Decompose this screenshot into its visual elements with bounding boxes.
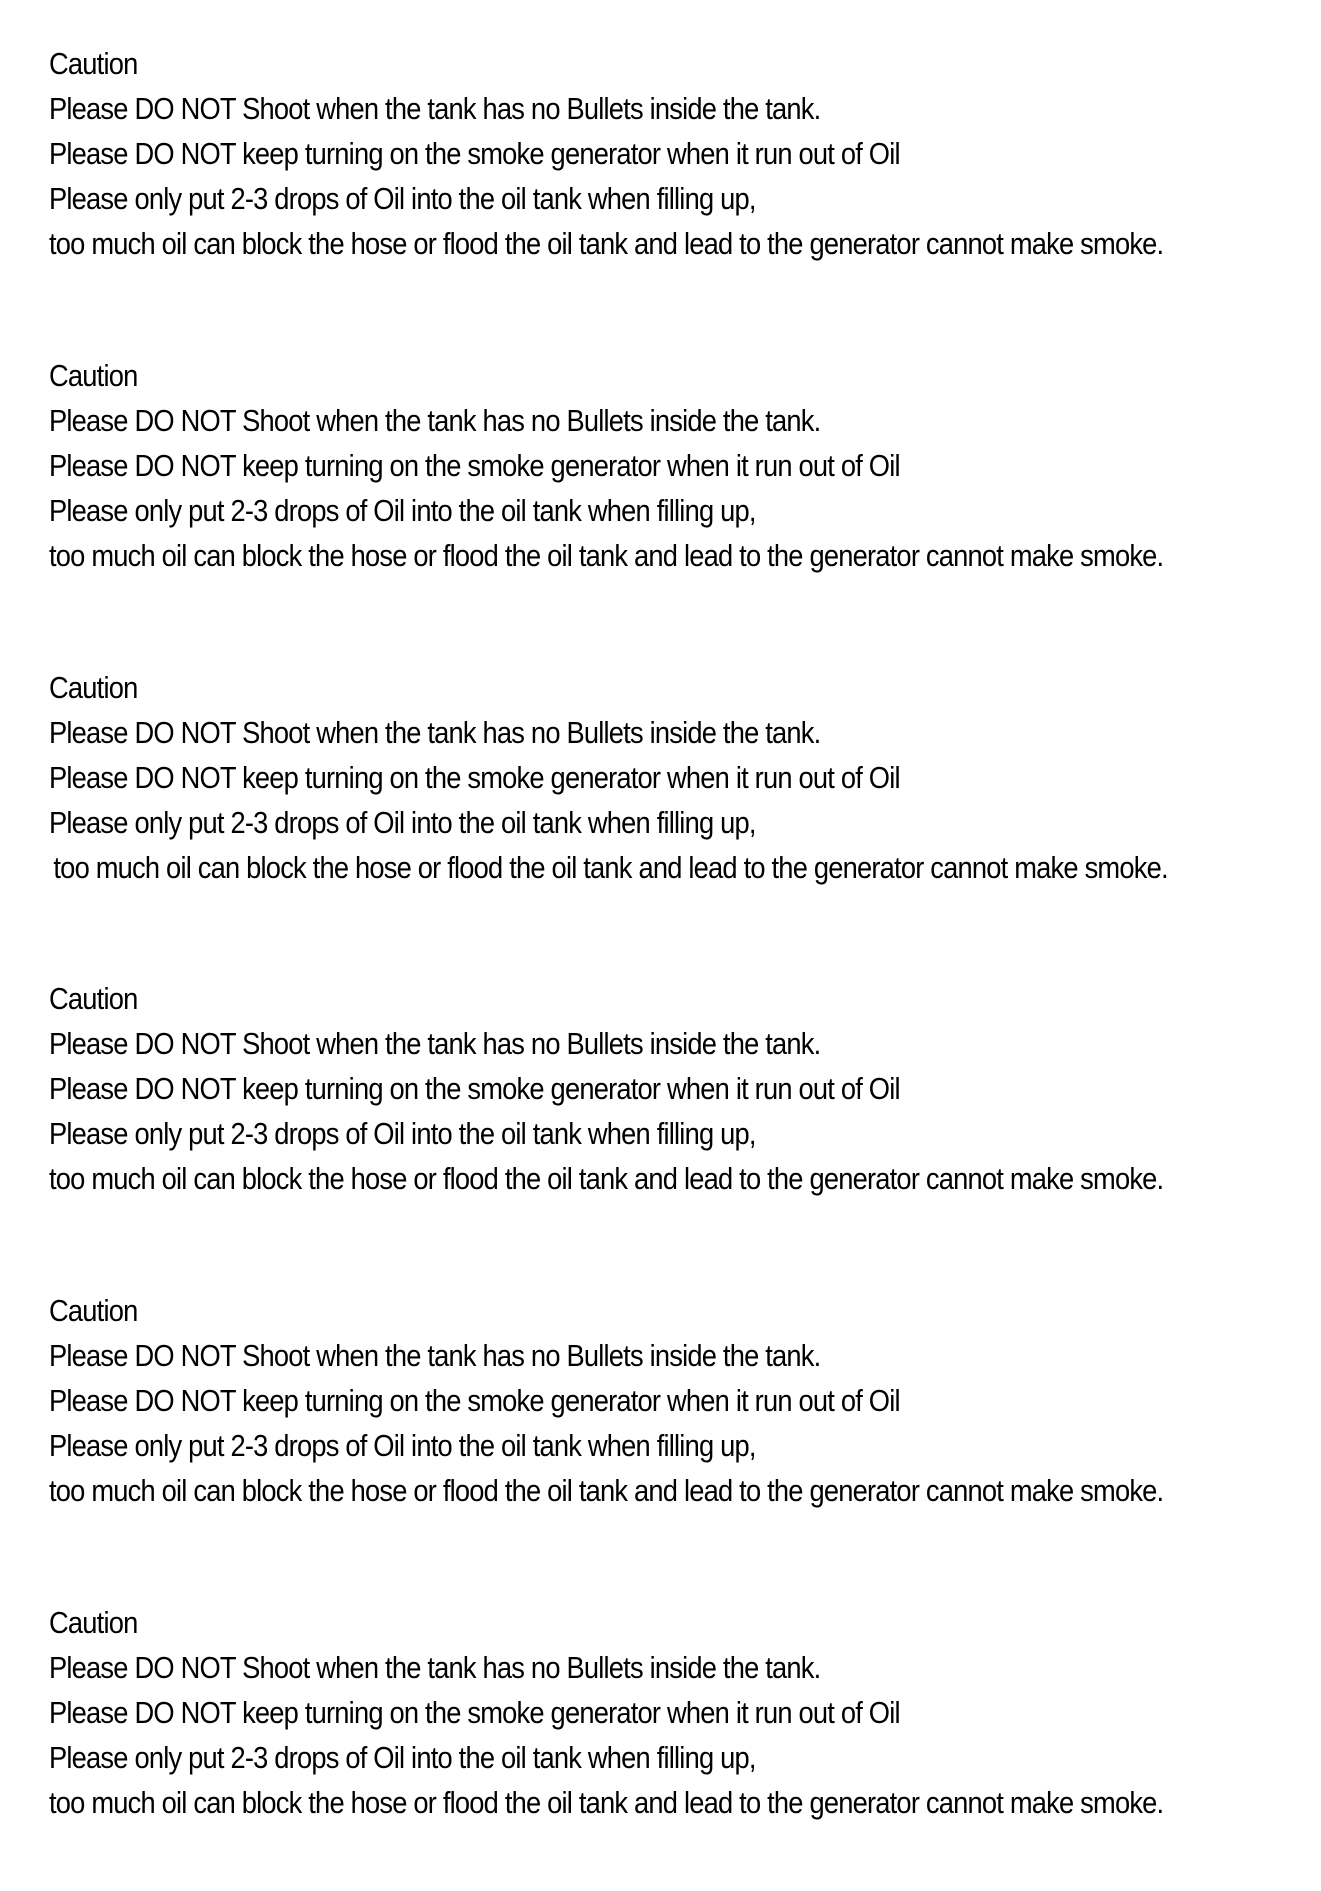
caution-line-smoke-generator: Please DO NOT keep turning on the smoke generator when it run out of Oil [49, 448, 900, 483]
caution-line-no-shoot: Please DO NOT Shoot when the tank has no Bullets inside the tank. [49, 715, 821, 750]
caution-line-smoke-generator: Please DO NOT keep turning on the smoke generator when it run out of Oil [49, 760, 900, 795]
caution-line-too-much-oil: too much oil can block the hose or flood the oil tank and lead to the generator cannot make smoke. [49, 538, 1164, 573]
caution-line-no-shoot: Please DO NOT Shoot when the tank has no Bullets inside the tank. [49, 91, 821, 126]
caution-block-6 [49, 1600, 1289, 1825]
caution-block-5 [49, 1288, 1289, 1513]
caution-heading: Caution [49, 981, 138, 1016]
caution-line-too-much-oil: too much oil can block the hose or flood the oil tank and lead to the generator cannot make smoke. [53, 850, 1168, 885]
caution-line-smoke-generator: Please DO NOT keep turning on the smoke generator when it run out of Oil [49, 1071, 900, 1106]
caution-line-smoke-generator: Please DO NOT keep turning on the smoke generator when it run out of Oil [49, 136, 900, 171]
caution-line-oil-drops: Please only put 2-3 drops of Oil into the oil tank when filling up, [49, 1116, 756, 1151]
caution-block-3 [49, 665, 1289, 890]
caution-line-oil-drops: Please only put 2-3 drops of Oil into the oil tank when filling up, [49, 181, 756, 216]
caution-heading: Caution [49, 358, 138, 393]
caution-heading: Caution [49, 1605, 138, 1640]
caution-block-4 [49, 976, 1289, 1201]
caution-line-no-shoot: Please DO NOT Shoot when the tank has no Bullets inside the tank. [49, 1338, 821, 1373]
caution-line-oil-drops: Please only put 2-3 drops of Oil into the oil tank when filling up, [49, 1740, 756, 1775]
caution-block-1 [49, 41, 1289, 266]
caution-line-oil-drops: Please only put 2-3 drops of Oil into the oil tank when filling up, [49, 493, 756, 528]
caution-line-smoke-generator: Please DO NOT keep turning on the smoke generator when it run out of Oil [49, 1383, 900, 1418]
caution-line-too-much-oil: too much oil can block the hose or flood the oil tank and lead to the generator cannot make smoke. [49, 1161, 1164, 1196]
caution-line-too-much-oil: too much oil can block the hose or flood the oil tank and lead to the generator cannot make smoke. [49, 1785, 1164, 1820]
caution-block-2 [49, 353, 1289, 578]
caution-line-too-much-oil: too much oil can block the hose or flood the oil tank and lead to the generator cannot make smoke. [49, 1473, 1164, 1508]
caution-line-smoke-generator: Please DO NOT keep turning on the smoke generator when it run out of Oil [49, 1695, 900, 1730]
caution-line-oil-drops: Please only put 2-3 drops of Oil into the oil tank when filling up, [49, 1428, 756, 1463]
caution-line-oil-drops: Please only put 2-3 drops of Oil into the oil tank when filling up, [49, 805, 756, 840]
caution-heading: Caution [49, 670, 138, 705]
caution-heading: Caution [49, 1293, 138, 1328]
caution-line-no-shoot: Please DO NOT Shoot when the tank has no Bullets inside the tank. [49, 403, 821, 438]
caution-line-no-shoot: Please DO NOT Shoot when the tank has no Bullets inside the tank. [49, 1026, 821, 1061]
caution-heading: Caution [49, 46, 138, 81]
caution-line-too-much-oil: too much oil can block the hose or flood the oil tank and lead to the generator cannot make smoke. [49, 226, 1164, 261]
caution-line-no-shoot: Please DO NOT Shoot when the tank has no Bullets inside the tank. [49, 1650, 821, 1685]
